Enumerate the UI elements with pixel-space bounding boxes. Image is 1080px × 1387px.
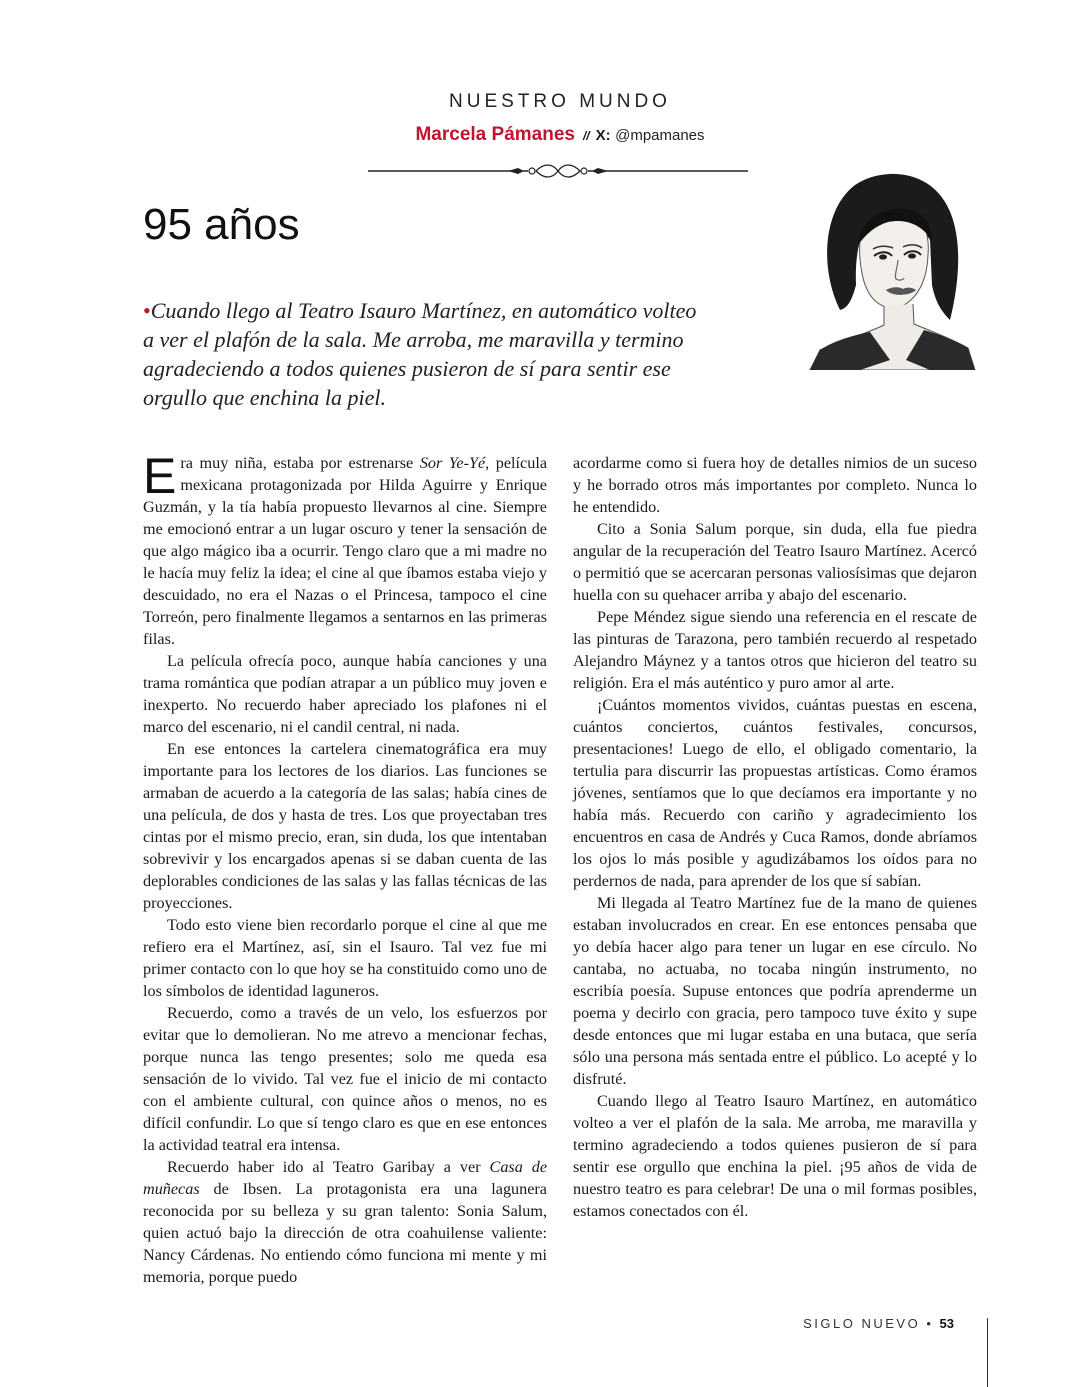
drop-cap: E	[143, 448, 177, 504]
footer-bullet: •	[926, 1316, 934, 1331]
section-label: NUESTRO MUNDO	[449, 91, 671, 112]
paragraph: Todo esto viene bien recordarlo porque el cine al que me refiero era el Martínez, así, sin el Isauro. Tal vez fue mi primer contacto con lo que hoy se ha constituido como uno de los símbolos de identidad laguneros.	[143, 916, 547, 1000]
paragraph: Cuando llego al Teatro Isauro Martínez, en automático volteo a ver el plafón de la sala. Me arroba, me maravilla y termino agradeciendo a todos quienes pusieron de sí para sentir ese orgullo que enchina la piel. ¡95 años de vida de nuestro teatro es para celebrar! De una o mil formas posibles, estamos conectados con él.	[573, 1092, 977, 1220]
ornament-divider	[368, 162, 748, 180]
paragraph: Mi llegada al Teatro Martínez fue de la mano de quienes estaban involucrados en crear. En ese entonces pensaba que yo debía hacer algo para tener un lugar en ese círculo. No cantaba, no actuaba, no tocaba ningún instrumento, no escribía poesía. Supuse entonces que podría aprenderme un poema y decirlo con gracia, pero tampoco tuve éxito y supe desde entonces que mi lugar estaba en una butaca, que sería sólo una persona más sentada entre el público. Lo acepté y lo disfruté.	[573, 894, 977, 1088]
article-lede	[143, 296, 703, 412]
paragraph: ¡Cuántos momentos vividos, cuántas puestas en escena, cuántos conciertos, cuántos festivales, concursos, presentaciones! Luego de ello, el obligado comentario, la tertulia para discurrir las propuestas artísticas. Como éramos jóvenes, sentíamos que lo que decíamos era importante y no había más. Recuerdo con cariño y agradecimiento los encuentros en casa de Andrés y Cuca Ramos, donde abríamos los ojos lo más posible y agudizábamos los oídos para no perdernos de nada, para aprender de los que sí sabían.	[573, 696, 977, 890]
paragraph: Recuerdo, como a través de un velo, los esfuerzos por evitar que lo demolieran. No me atrevo a mencionar fechas, porque nunca las tengo presentes; solo me queda esa sensación de lo vivido. Tal vez fue el inicio de mi contacto con el ambiente cultural, con quince años o menos, no es difícil confundir. Lo que sí tengo claro es que en ese entonces la actividad teatral era intensa.	[143, 1004, 547, 1154]
byline	[370, 124, 750, 146]
article-column-left	[143, 448, 548, 1288]
social-handle[interactable]: @mpamanes	[615, 127, 705, 144]
paragraph: La película ofrecía poco, aunque había canciones y una trama romántica que podían atrapar a un público muy joven e inexperto. No recuerdo haber apreciado los plafones ni el marco del escenario, ni el candil central, ni nada.	[143, 652, 547, 736]
paragraph: Recuerdo haber ido al Teatro Garibay a ver Casa de muñecas de Ibsen. La protagonista era una lagunera reconocida por su belleza y su gran talento: Sonia Salum, quien actuó bajo la dirección de otra coahuilense valiente: Nancy Cárdenas. No entiendo cómo funciona mi mente y mi memoria, porque puedo	[143, 1158, 547, 1286]
author-portrait	[800, 160, 980, 370]
footer-rule	[987, 1318, 988, 1387]
byline-separator: //	[582, 129, 590, 143]
film-title: Sor Ye-Yé	[419, 454, 486, 472]
paragraph: Cito a Sonia Salum porque, sin duda, ella fue piedra angular de la recuperación del Teatro Isauro Martínez. Acercó o permitió que se acercaran personas valiosísimas que dejaron huella con su quehacer arriba y abajo del escenario.	[573, 520, 977, 604]
lede-bullet: •	[143, 298, 151, 323]
paragraph: Pepe Méndez sigue siendo una referencia en el rescate de las pinturas de Tarazona, pero también recuerdo al respetado Alejandro Máynez y a tantos otros que hicieron del teatro su religión. Era el más auténtico y puro amor al arte.	[573, 608, 977, 692]
page-footer	[803, 1316, 954, 1331]
magazine-name: SIGLO NUEVO	[803, 1316, 921, 1331]
play-title: Casa de muñecas	[143, 1158, 547, 1198]
paragraph: En ese entonces la cartelera cinematográfica era muy importante para los lectores de los diarios. Las funciones se armaban de acuerdo a la categoría de las salas; había cines de una película, de dos y hasta de tres. Los que proyectaban tres cintas por el mismo precio, eran, sin duda, los que intentaban sobrevivir y los encargados apenas si se daban cuenta de las deplorables condiciones de las salas y las fallas técnicas de las proyecciones.	[143, 740, 547, 912]
article-title: 95 años	[143, 200, 300, 249]
article-column-right	[573, 452, 977, 1222]
paragraph: Era muy niña, estaba por estrenarse Sor Ye-Yé, película mexicana protagonizada por Hilda Aguirre y Enrique Guzmán, y la tía había propuesto llevarnos al cine. Siempre me emocionó entrar a un lugar oscuro y tener la sensación de que algo mágico iba a ocurrir. Tengo claro que a mi madre no le hacía muy feliz la idea; el cine al que íbamos estaba viejo y descuidado, no era el Nazas o el Princesa, tampoco el cine Torreón, pero finalmente llegamos a sentarnos en las primeras filas.	[143, 448, 548, 648]
social-label: X:	[595, 127, 611, 144]
page-number: 53	[939, 1316, 954, 1331]
lede-text: Cuando llego al Teatro Isauro Martínez, en automático volteo a ver el plafón de la sala. Me arroba, me maravilla y termino agradeciendo a todos quienes pusieron de sí para sentir ese orgullo que enchina la piel.	[143, 298, 697, 410]
paragraph: acordarme como si fuera hoy de detalles nimios de un suceso y he borrado otros más importantes por completo. Nunca lo he entendido.	[573, 454, 977, 516]
author-name: Marcela Pámanes	[415, 124, 575, 145]
